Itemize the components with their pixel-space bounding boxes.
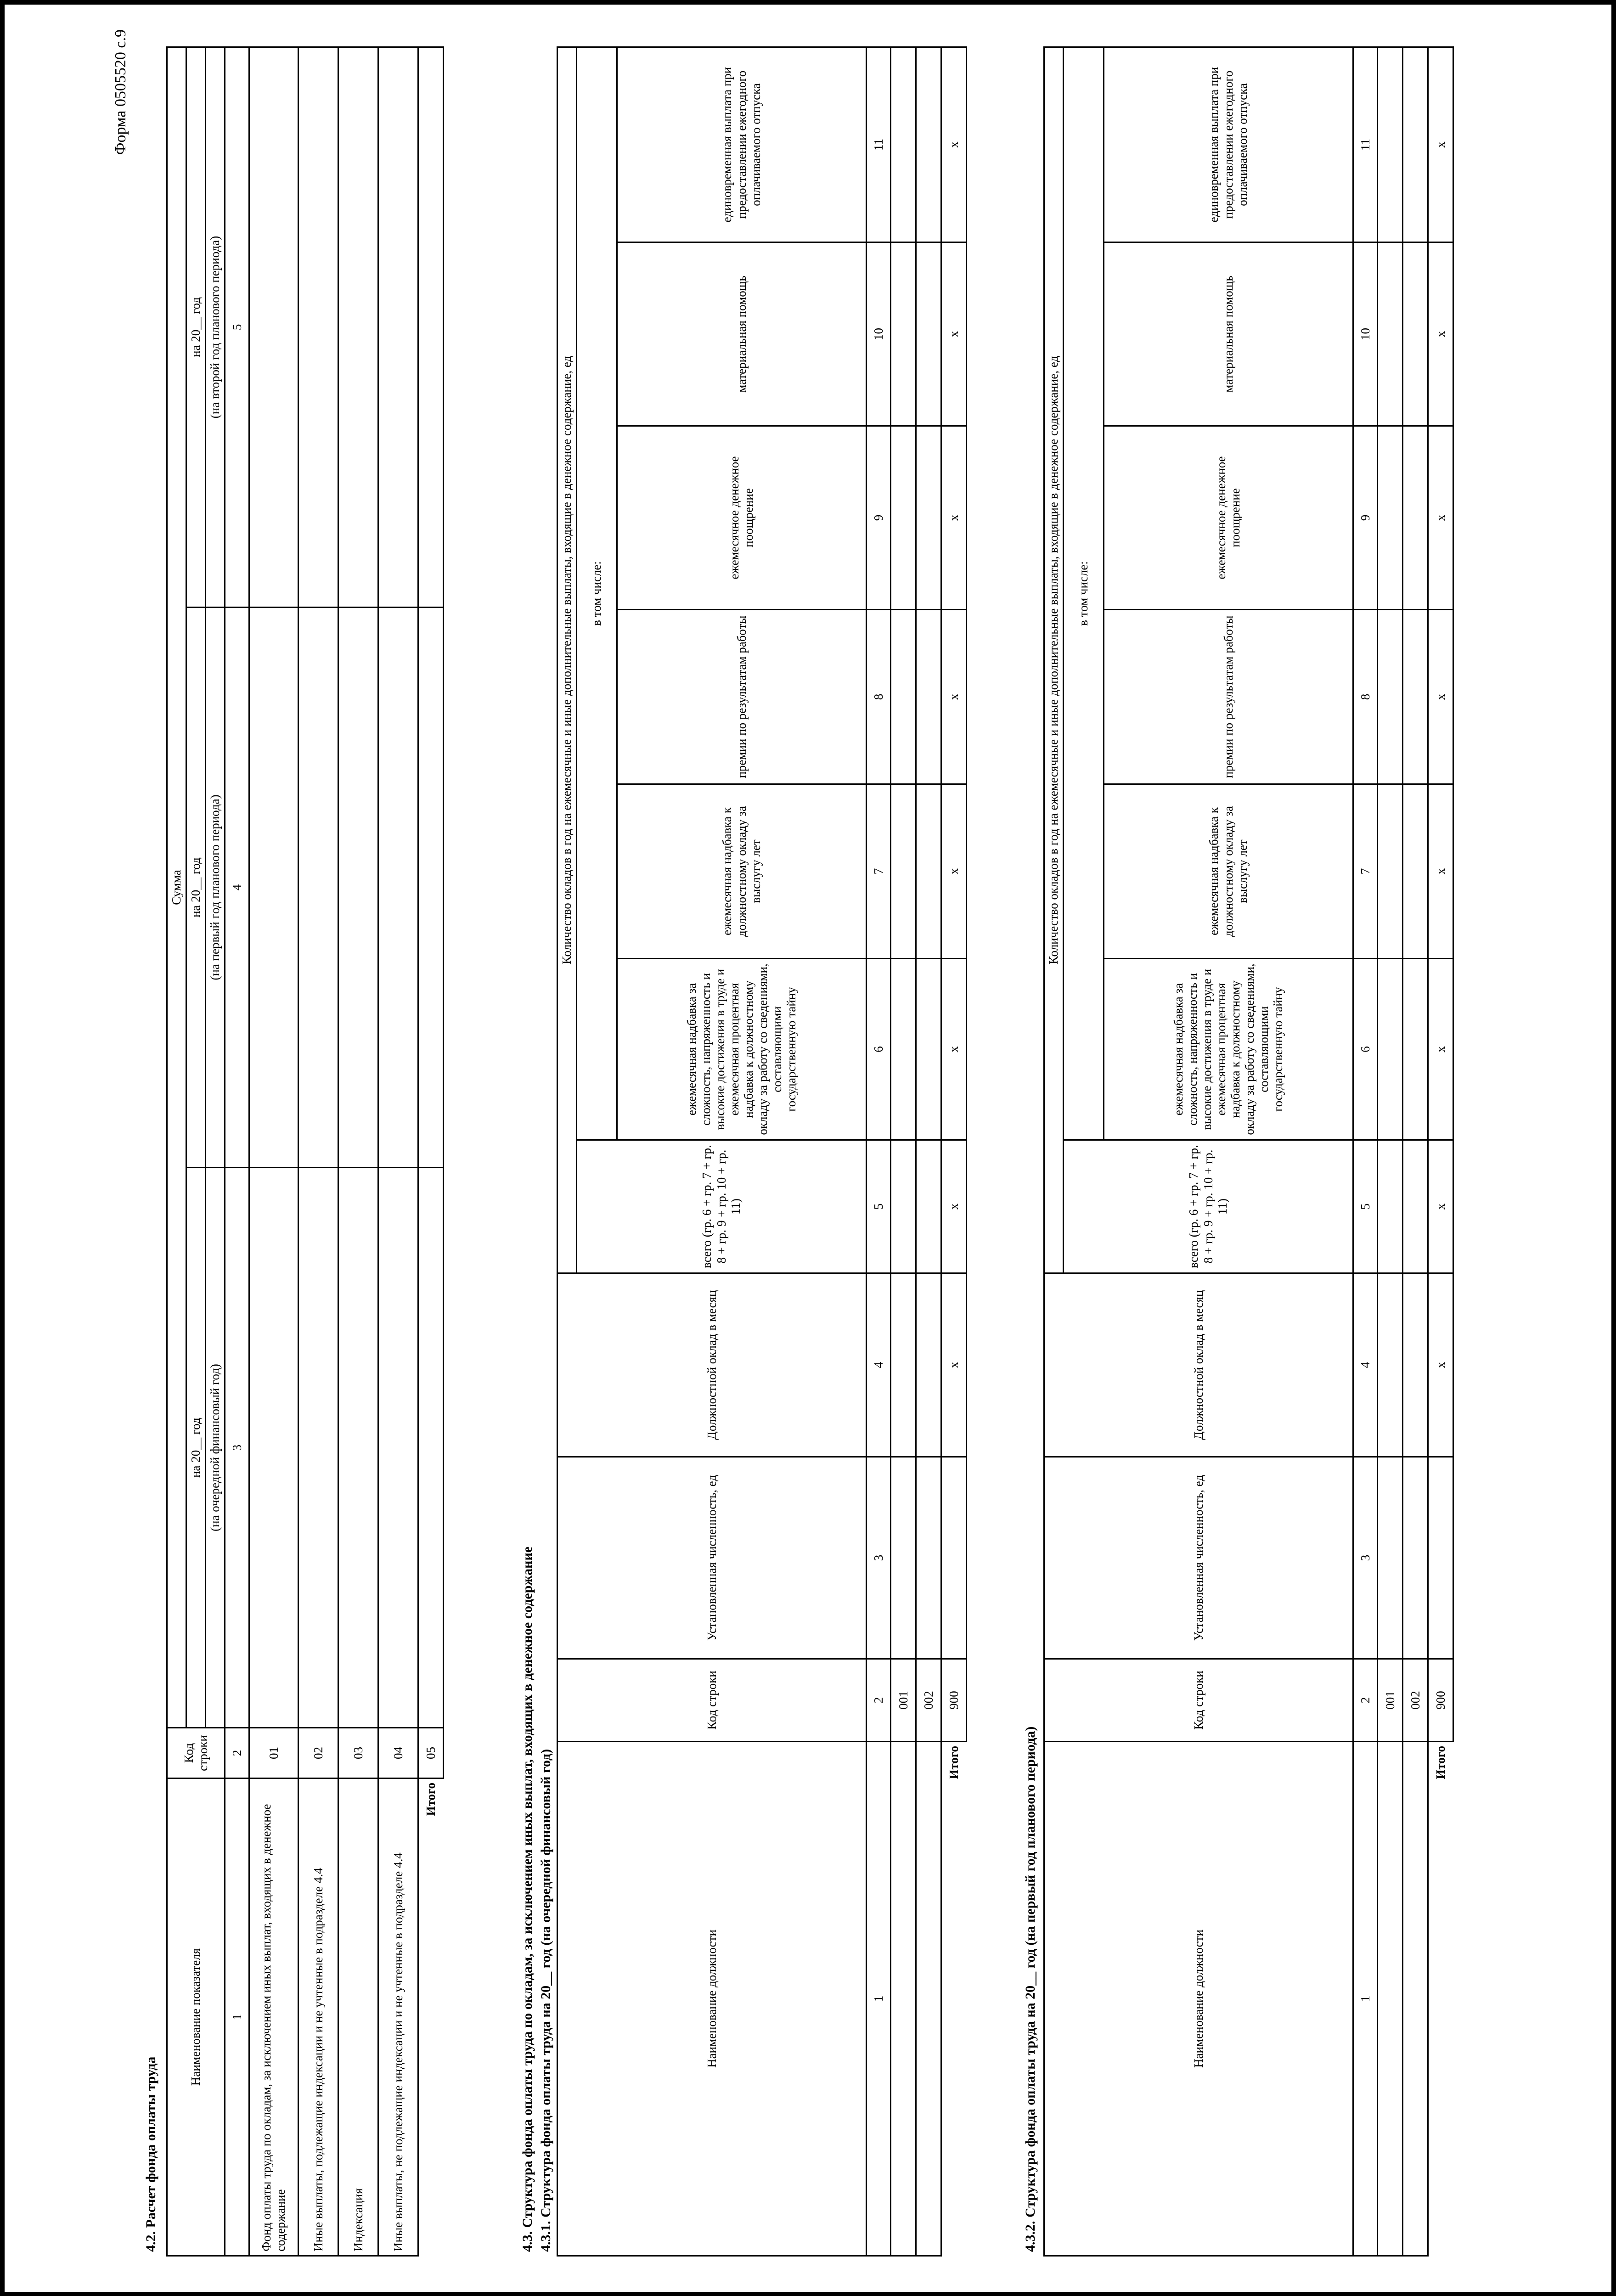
header-monthly-salary: Должностной оклад в месяц: [1044, 1273, 1353, 1457]
header-sum: Сумма: [167, 47, 186, 1728]
header-total: всего (гр. 6 + гр. 7 + гр. 8 + гр. 9 + гр. 10 + гр. 11): [577, 1140, 867, 1273]
header-material-aid: материальная помощь: [617, 242, 867, 426]
header-allowance-complexity: ежемесячная надбавка за сложность, напряженность и высокие достижения в труде и ежемесячная процентная надбавка к должностному окладу за работу со сведениями, составляющими государственную тайну: [1104, 959, 1353, 1140]
value-cell[interactable]: [891, 242, 916, 426]
header-indicator-name: Наименование показателя: [167, 1778, 225, 2256]
value-cell[interactable]: [298, 1168, 338, 1728]
value-cell[interactable]: [338, 1168, 378, 1728]
structure-table-431: [557, 46, 967, 2257]
section-4-3-2-title: 4.3.2. Структура фонда оплаты труда на 20__ год (на первый год планового периода): [1023, 1726, 1038, 2252]
value-cell[interactable]: [1403, 1273, 1428, 1457]
value-cell[interactable]: [338, 47, 378, 607]
value-cell[interactable]: [1403, 242, 1428, 426]
value-cell[interactable]: [378, 608, 418, 1168]
value-cell[interactable]: [891, 784, 916, 959]
col-number: 4: [867, 1273, 891, 1457]
value-cell[interactable]: [1378, 1140, 1403, 1273]
value-cell[interactable]: [1378, 47, 1403, 242]
x-mark: x: [941, 426, 967, 610]
x-mark: x: [941, 1140, 967, 1273]
x-mark: x: [1428, 426, 1453, 610]
header-year-2-desc: (на первый год планового периода): [206, 608, 225, 1168]
col-number: 5: [867, 1140, 891, 1273]
value-cell[interactable]: [891, 959, 916, 1140]
col-number: 8: [867, 610, 891, 784]
value-cell[interactable]: [378, 1168, 418, 1728]
header-headcount: Установленная численность, ед: [557, 1457, 867, 1659]
value-cell[interactable]: [916, 47, 941, 242]
header-year-1: на 20__ год: [186, 1168, 206, 1728]
indicator-name: Фонд оплаты труда по окладам, за исключением иных выплат, входящих в денежное содержание: [249, 1778, 298, 2256]
value-cell[interactable]: [916, 242, 941, 426]
value-cell[interactable]: [298, 47, 338, 607]
value-cell[interactable]: [1378, 784, 1403, 959]
col-number: 6: [867, 959, 891, 1140]
header-bonus: премии по результатам работы: [617, 610, 867, 784]
value-cell[interactable]: [891, 1273, 916, 1457]
value-cell[interactable]: [298, 608, 338, 1168]
total-label: Итого: [418, 1778, 444, 2256]
x-mark: x: [1428, 47, 1453, 242]
header-total: всего (гр. 6 + гр. 7 + гр. 8 + гр. 9 + гр. 10 + гр. 11): [1064, 1140, 1353, 1273]
col-number: 1: [867, 1742, 891, 2256]
header-including: в том числе:: [577, 47, 617, 1140]
indicator-name: Индексация: [338, 1778, 378, 2256]
x-mark: x: [941, 610, 967, 784]
header-headcount: Установленная численность, ед: [1044, 1457, 1353, 1659]
structure-table-432: [1043, 46, 1454, 2257]
col-number: 11: [867, 47, 891, 242]
value-cell[interactable]: [1378, 242, 1403, 426]
value-cell[interactable]: [418, 1168, 444, 1728]
value-cell[interactable]: [249, 608, 298, 1168]
header-year-3: на 20__ год: [186, 47, 206, 607]
x-mark: x: [941, 242, 967, 426]
total-label: Итого: [1428, 1742, 1453, 2256]
col-number: 7: [867, 784, 891, 959]
value-cell[interactable]: [891, 1140, 916, 1273]
total-label: Итого: [941, 1742, 967, 2256]
value-cell[interactable]: [1403, 784, 1428, 959]
col-number: 4: [1353, 1273, 1378, 1457]
header-bonus: премии по результатам работы: [1104, 610, 1353, 784]
header-salary-quantity: Количество окладов в год на ежемесячные и иные дополнительные выплаты, входящие в денежное содержание, ед: [1044, 47, 1064, 1273]
form-code: Форма 0505520 с.9: [112, 29, 129, 155]
section-4-3-1-title: 4.3.1. Структура фонда оплаты труда на 20__ год (на очередной финансовый год): [538, 1749, 553, 2252]
header-material-aid: материальная помощь: [1104, 242, 1353, 426]
row-code: 900: [1428, 1659, 1453, 1742]
value-cell[interactable]: [891, 1457, 916, 1659]
row-code: 02: [298, 1728, 338, 1778]
indicator-name: Иные выплаты, подлежащие индексации и не учтенные в подразделе 4.4: [298, 1778, 338, 2256]
value-cell[interactable]: [378, 47, 418, 607]
position-cell[interactable]: [916, 1742, 941, 2256]
x-mark: x: [941, 1273, 967, 1457]
value-cell[interactable]: [916, 959, 941, 1140]
header-including: в том числе:: [1064, 47, 1104, 1140]
header-monthly-incentive: ежемесячное денежное поощрение: [1104, 426, 1353, 610]
value-cell[interactable]: [891, 47, 916, 242]
value-cell[interactable]: [338, 608, 378, 1168]
value-cell[interactable]: [1378, 426, 1403, 610]
col-number: 10: [867, 242, 891, 426]
col-number: 8: [1353, 610, 1378, 784]
x-mark: x: [1428, 610, 1453, 784]
value-cell[interactable]: [916, 1273, 941, 1457]
col-number: 1: [225, 1778, 249, 2256]
position-cell[interactable]: [1378, 1742, 1403, 2256]
rotated-form-sheet: [107, 11, 1616, 2270]
x-mark: x: [941, 47, 967, 242]
header-position: Наименование должности: [1044, 1742, 1353, 2256]
value-cell[interactable]: [418, 608, 444, 1168]
value-cell[interactable]: [249, 1168, 298, 1728]
col-number: 5: [225, 47, 249, 607]
value-cell[interactable]: [916, 1457, 941, 1659]
header-row-code: Код строки: [1044, 1659, 1353, 1742]
value-cell[interactable]: [916, 426, 941, 610]
value-cell[interactable]: [1403, 1140, 1428, 1273]
col-number: 3: [867, 1457, 891, 1659]
row-code: 03: [338, 1728, 378, 1778]
col-number: 9: [1353, 426, 1378, 610]
header-monthly-salary: Должностной оклад в месяц: [557, 1273, 867, 1457]
col-number: 4: [225, 608, 249, 1168]
value-cell[interactable]: [891, 610, 916, 784]
value-cell[interactable]: [941, 1457, 967, 1659]
payroll-calc-table: [166, 46, 444, 2257]
col-number: 11: [1353, 47, 1378, 242]
value-cell[interactable]: [916, 610, 941, 784]
value-cell[interactable]: [891, 426, 916, 610]
header-year-2: на 20__ год: [186, 608, 206, 1168]
value-cell[interactable]: [1378, 1457, 1403, 1659]
row-code: 05: [418, 1728, 444, 1778]
position-cell[interactable]: [1403, 1742, 1428, 2256]
x-mark: x: [1428, 959, 1453, 1140]
value-cell[interactable]: [916, 784, 941, 959]
value-cell[interactable]: [1403, 610, 1428, 784]
col-number: 3: [1353, 1457, 1378, 1659]
x-mark: x: [1428, 242, 1453, 426]
header-vacation-payment: единовременная выплата при предоставлении ежегодного оплачиваемого отпуска: [1104, 47, 1353, 242]
x-mark: x: [941, 959, 967, 1140]
col-number: 2: [1353, 1659, 1378, 1742]
row-code: 001: [1378, 1659, 1403, 1742]
col-number: 7: [1353, 784, 1378, 959]
indicator-name: Иные выплаты, не подлежащие индексации и не учтенные в подразделе 4.4: [378, 1778, 418, 2256]
section-4-2-title: 4.2. Расчет фонда оплаты труда: [143, 2056, 158, 2252]
x-mark: x: [1428, 1140, 1453, 1273]
header-row-code: Код строки: [167, 1728, 225, 1778]
x-mark: x: [1428, 1273, 1453, 1457]
x-mark: x: [1428, 784, 1453, 959]
col-number: 6: [1353, 959, 1378, 1140]
row-code: 01: [249, 1728, 298, 1778]
value-cell[interactable]: [249, 47, 298, 607]
row-code: 001: [891, 1659, 916, 1742]
section-4-3-title: 4.3. Структура фонда оплаты труда по окладам, за исключением иных выплат, входящих в денежное содержание: [520, 1546, 535, 2252]
x-mark: x: [941, 784, 967, 959]
header-monthly-incentive: ежемесячное денежное поощрение: [617, 426, 867, 610]
row-code: 900: [941, 1659, 967, 1742]
row-code: 002: [916, 1659, 941, 1742]
col-number: 1: [1353, 1742, 1378, 2256]
position-cell[interactable]: [891, 1742, 916, 2256]
value-cell[interactable]: [1403, 47, 1428, 242]
header-allowance-complexity: ежемесячная надбавка за сложность, напряженность и высокие достижения в труде и ежемесячная процентная надбавка к должностному окладу за работу со сведениями, составляющими государственную тайну: [617, 959, 867, 1140]
col-number: 2: [225, 1728, 249, 1778]
value-cell[interactable]: [1403, 426, 1428, 610]
value-cell[interactable]: [1378, 610, 1403, 784]
header-position: Наименование должности: [557, 1742, 867, 2256]
row-code: 002: [1403, 1659, 1428, 1742]
header-salary-quantity: Количество окладов в год на ежемесячные и иные дополнительные выплаты, входящие в денежное содержание, ед: [557, 47, 577, 1273]
col-number: 9: [867, 426, 891, 610]
value-cell[interactable]: [1403, 1457, 1428, 1659]
col-number: 10: [1353, 242, 1378, 426]
col-number: 5: [1353, 1140, 1378, 1273]
value-cell[interactable]: [1378, 1273, 1403, 1457]
col-number: 2: [867, 1659, 891, 1742]
header-allowance-seniority: ежемесячная надбавка к должностному окладу за выслугу лет: [617, 784, 867, 959]
row-code: 04: [378, 1728, 418, 1778]
value-cell[interactable]: [1403, 959, 1428, 1140]
header-year-3-desc: (на второй год планового периода): [206, 47, 225, 607]
value-cell[interactable]: [916, 1140, 941, 1273]
header-vacation-payment: единовременная выплата при предоставлении ежегодного оплачиваемого отпуска: [617, 47, 867, 242]
value-cell[interactable]: [418, 47, 444, 607]
value-cell[interactable]: [1378, 959, 1403, 1140]
header-year-1-desc: (на очередной финансовый год): [206, 1168, 225, 1728]
header-row-code: Код строки: [557, 1659, 867, 1742]
header-allowance-seniority: ежемесячная надбавка к должностному окладу за выслугу лет: [1104, 784, 1353, 959]
col-number: 3: [225, 1168, 249, 1728]
value-cell[interactable]: [1428, 1457, 1453, 1659]
